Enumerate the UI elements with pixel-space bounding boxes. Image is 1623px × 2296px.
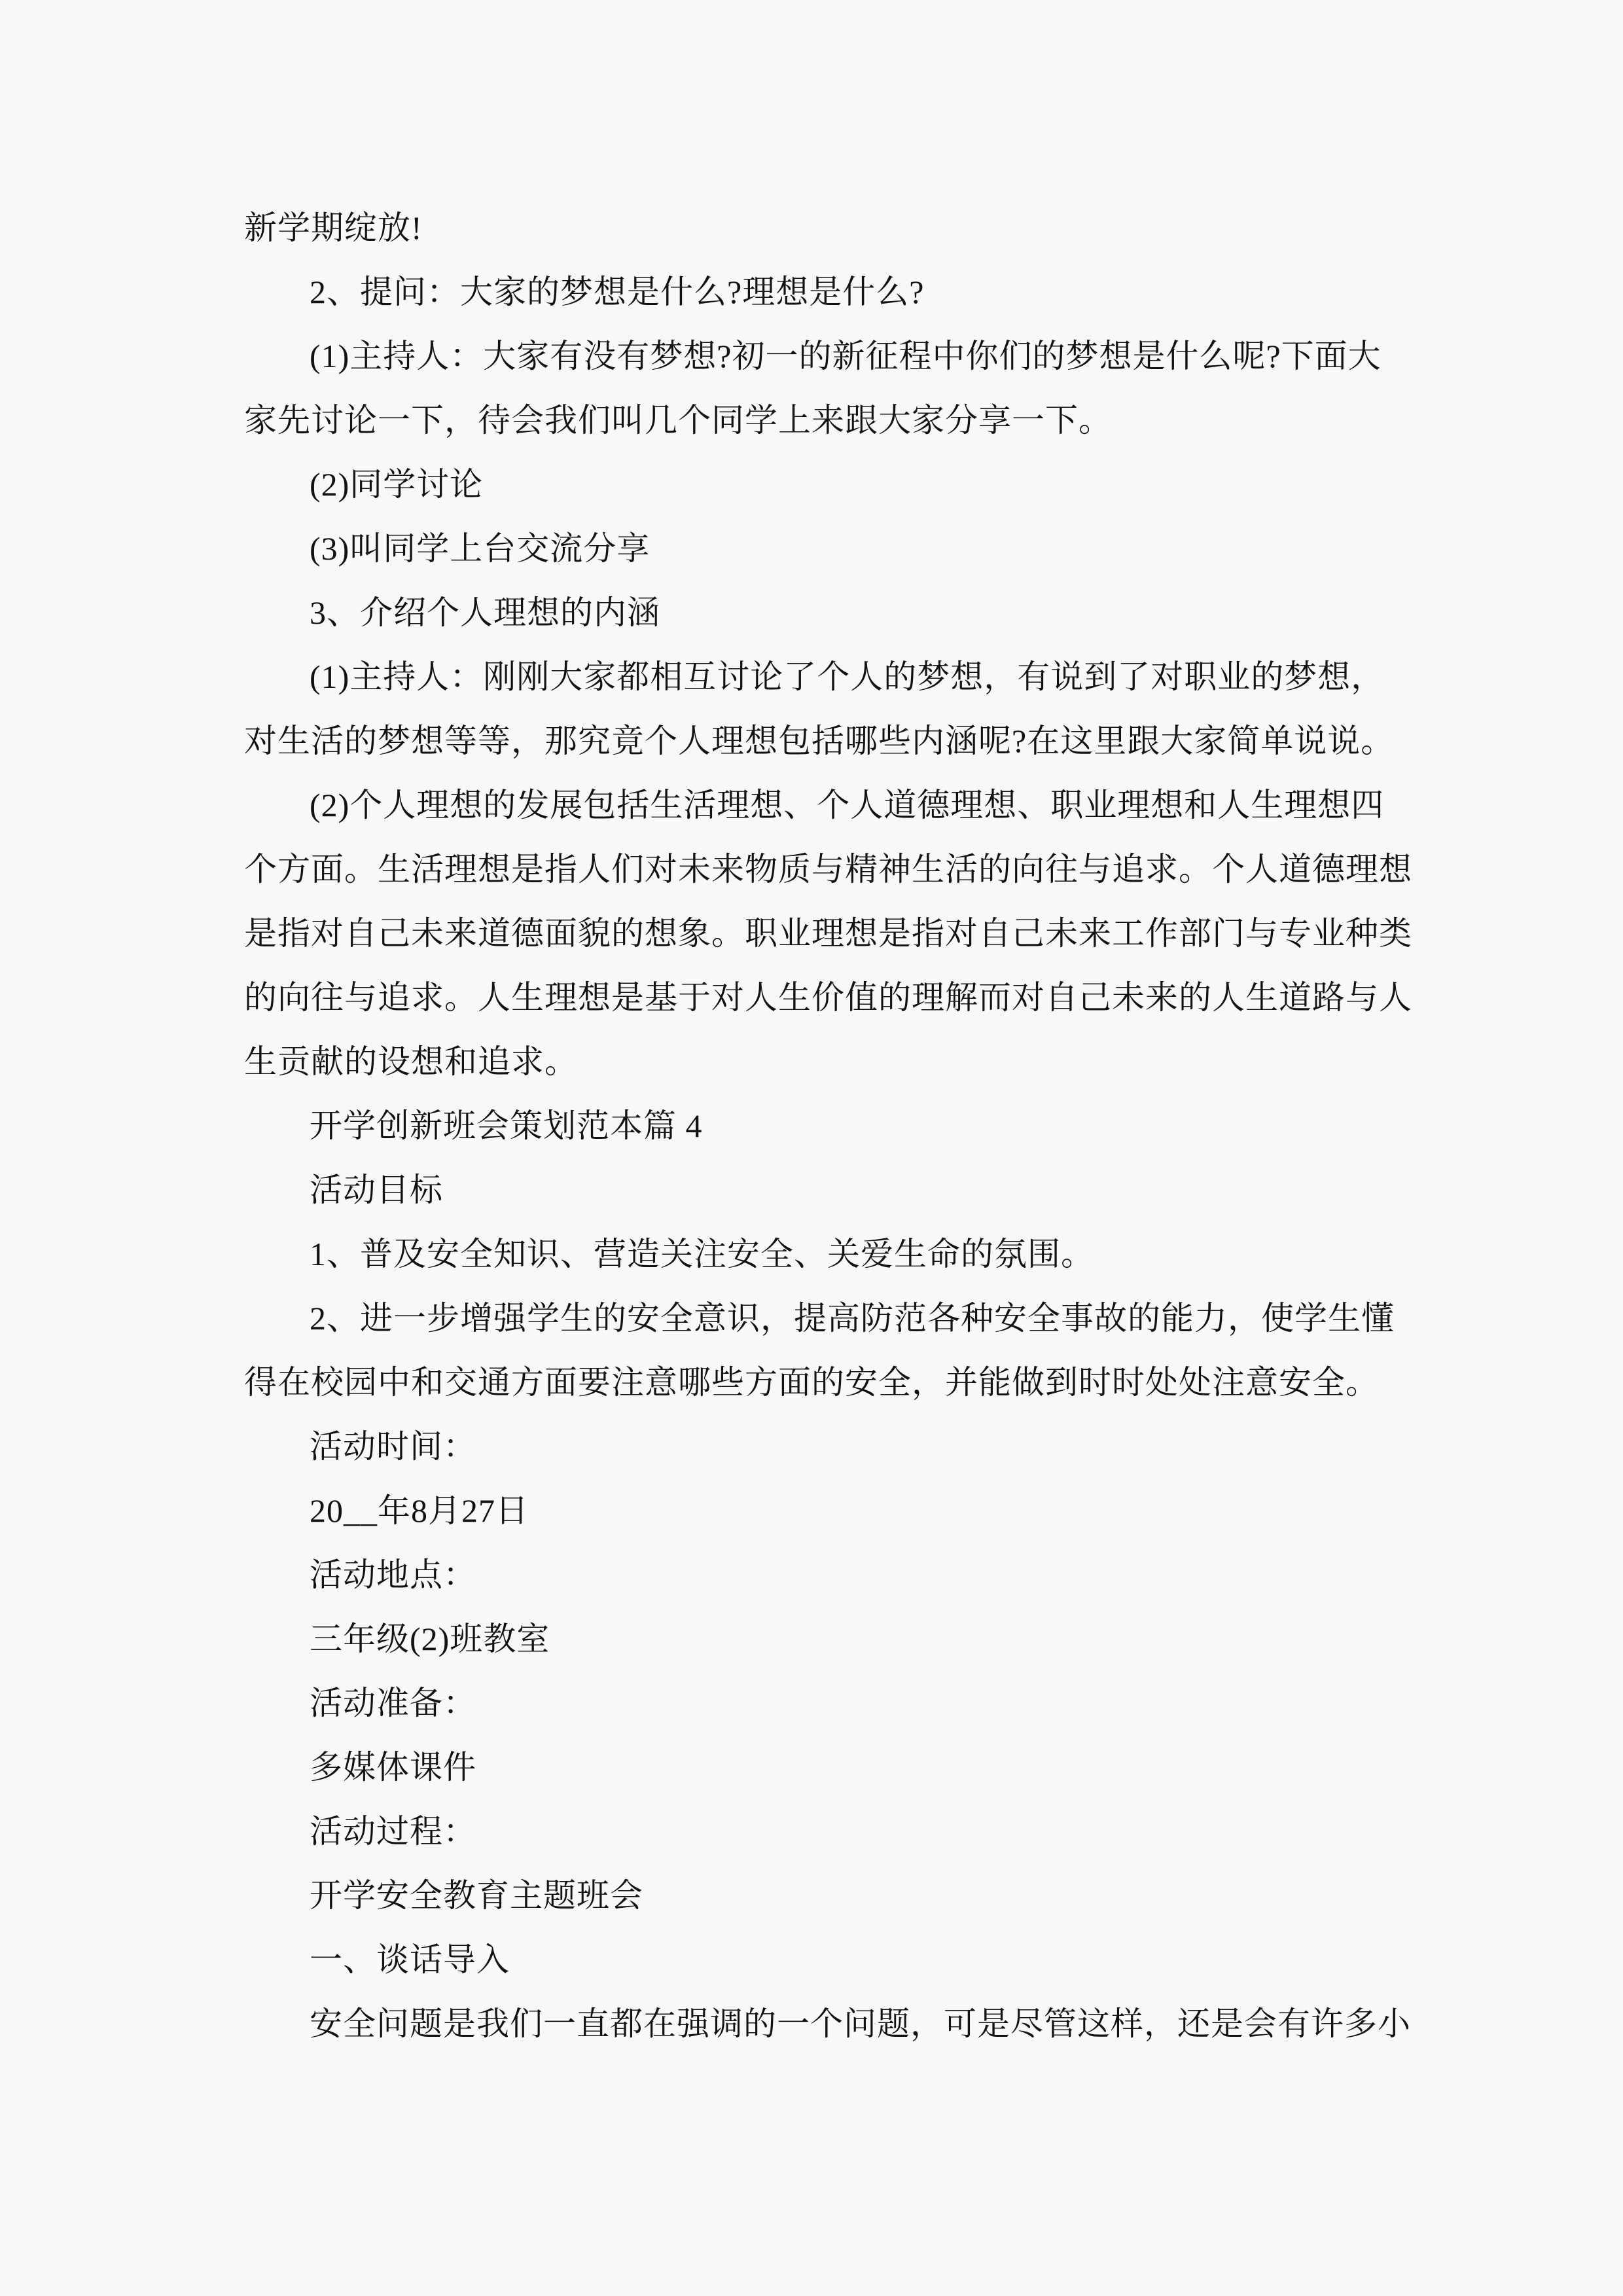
- text-line: 新学期绽放!: [244, 209, 423, 246]
- text-line: 生贡献的设想和追求。: [244, 1043, 578, 1080]
- text-line: (1)主持人：刚刚大家都相互讨论了个人的梦想，有说到了对职业的梦想，: [310, 658, 1385, 695]
- text-line: 多媒体课件: [310, 1749, 476, 1785]
- text-line: (2)同学讨论: [310, 466, 484, 503]
- text-line: 2、提问：大家的梦想是什么?理想是什么?: [310, 274, 925, 310]
- text-line: 开学安全教育主题班会: [310, 1877, 643, 1914]
- text-line: 活动地点：: [310, 1556, 476, 1593]
- text-line: (3)叫同学上台交流分享: [310, 530, 651, 567]
- text-line: 家先讨论一下，待会我们叫几个同学上来跟大家分享一下。: [244, 402, 1112, 439]
- text-line: 得在校园中和交通方面要注意哪些方面的安全，并能做到时时处处注意安全。: [244, 1364, 1379, 1401]
- text-column: [244, 196, 1412, 2056]
- text-line: 活动目标: [310, 1172, 443, 1208]
- text-line: 3、介绍个人理想的内涵: [310, 594, 660, 631]
- text-line: 活动过程：: [310, 1813, 476, 1850]
- text-line: 活动准备：: [310, 1685, 476, 1721]
- text-line: 1、普及安全知识、营造关注安全、关爱生命的氛围。: [310, 1236, 1094, 1272]
- text-line: (2)个人理想的发展包括生活理想、个人道德理想、职业理想和人生理想四: [310, 787, 1385, 823]
- text-line: 一、谈话导入: [310, 1941, 510, 1978]
- text-line: 对生活的梦想等等，那究竟个人理想包括哪些内涵呢?在这里跟大家简单说说。: [244, 723, 1395, 759]
- text-line: 20__年8月27日: [310, 1492, 529, 1529]
- text-line: (1)主持人：大家有没有梦想?初一的新征程中你们的梦想是什么呢?下面大: [310, 338, 1382, 374]
- text-line: 个方面。生活理想是指人们对未来物质与精神生活的向往与追求。个人道德理想: [244, 851, 1412, 888]
- text-line: 活动时间：: [310, 1428, 476, 1465]
- text-line: 安全问题是我们一直都在强调的一个问题，可是尽管这样，还是会有许多小: [310, 2005, 1411, 2042]
- text-line: 开学创新班会策划范本篇 4: [310, 1107, 703, 1144]
- text-line: 的向往与追求。人生理想是基于对人生价值的理解而对自己未来的人生道路与人: [244, 979, 1412, 1016]
- text-line: 2、进一步增强学生的安全意识，提高防范各种安全事故的能力，使学生懂: [310, 1300, 1395, 1336]
- text-line: 三年级(2)班教室: [310, 1621, 550, 1657]
- text-line: 是指对自己未来道德面貌的想象。职业理想是指对自己未来工作部门与专业种类: [244, 915, 1412, 952]
